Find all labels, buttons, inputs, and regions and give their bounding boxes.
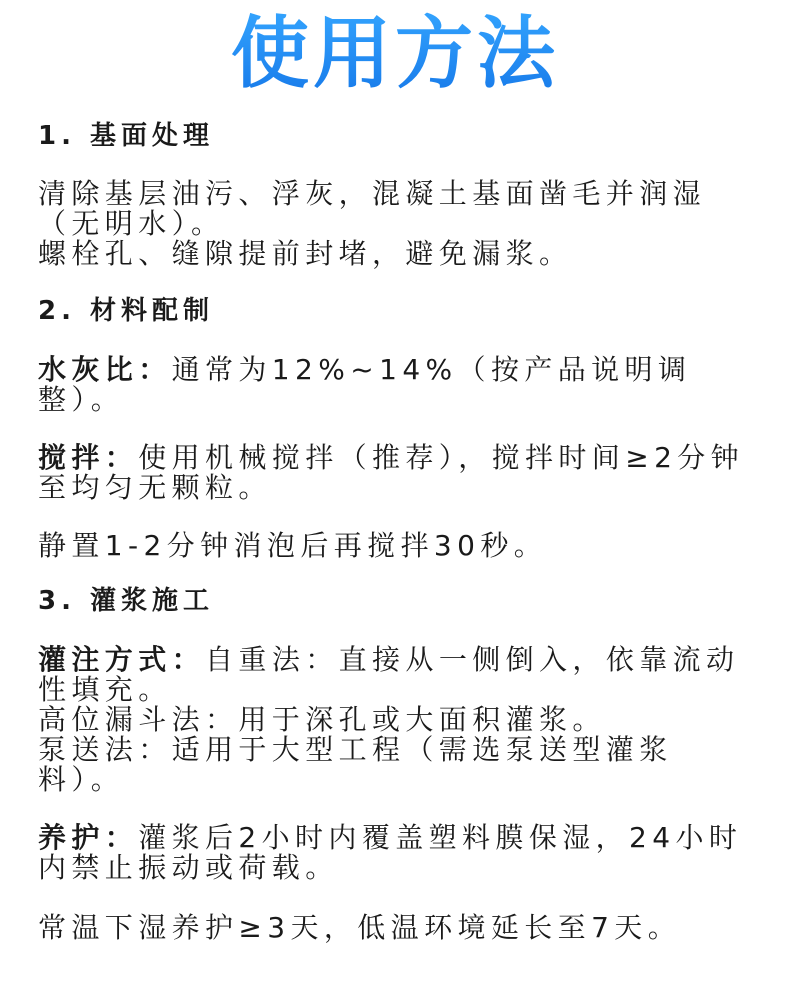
surface-treatment-paragraph bbox=[38, 179, 756, 269]
gravity-method-text: 自重法：直接从一侧倒入，依靠流动性填充。 bbox=[38, 643, 740, 706]
water-cement-ratio-paragraph bbox=[38, 355, 756, 415]
mixing-text: 使用机械搅拌（推荐），搅拌时间≥2分钟至均匀无颗粒。 bbox=[38, 441, 745, 504]
page-title: 使用方法 bbox=[0, 4, 790, 104]
pouring-method-paragraph bbox=[38, 645, 756, 795]
curing-text: 灌浆后2小时内覆盖塑料膜保湿，24小时内禁止振动或荷载。 bbox=[38, 821, 743, 884]
surface-treatment-line-1: 清除基层油污、浮灰，混凝土基面凿毛并润湿（无明水）。 bbox=[38, 177, 707, 240]
water-cement-ratio-label: 水灰比： bbox=[38, 353, 172, 386]
surface-treatment-line-2: 螺栓孔、缝隙提前封堵，避免漏浆。 bbox=[38, 237, 573, 270]
resting-paragraph bbox=[38, 531, 756, 561]
curing-paragraph bbox=[38, 823, 756, 883]
section-heading-surface-treatment: 1. 基面处理 bbox=[38, 121, 215, 151]
funnel-method-text: 高位漏斗法：用于深孔或大面积灌浆。 bbox=[38, 703, 606, 736]
pump-method-text: 泵送法：适用于大型工程（需选泵送型灌浆料）。 bbox=[38, 733, 673, 796]
curing-duration-text: 常温下湿养护≥3天，低温环境延长至7天。 bbox=[38, 911, 682, 944]
curing-label: 养护： bbox=[38, 821, 139, 854]
instructions-body bbox=[38, 118, 756, 943]
mixing-label: 搅拌： bbox=[38, 441, 139, 474]
section-heading-grouting: 3. 灌浆施工 bbox=[38, 586, 215, 616]
water-cement-ratio-text: 通常为12%~14%（按产品说明调整）。 bbox=[38, 353, 692, 416]
pouring-method-line-1 bbox=[38, 645, 756, 705]
resting-text: 静置1-2分钟消泡后再搅拌30秒。 bbox=[38, 529, 548, 562]
mixing-paragraph bbox=[38, 443, 756, 503]
curing-duration-paragraph bbox=[38, 913, 756, 943]
pouring-method-label: 灌注方式： bbox=[38, 643, 206, 676]
section-heading-material-prep: 2. 材料配制 bbox=[38, 296, 215, 326]
